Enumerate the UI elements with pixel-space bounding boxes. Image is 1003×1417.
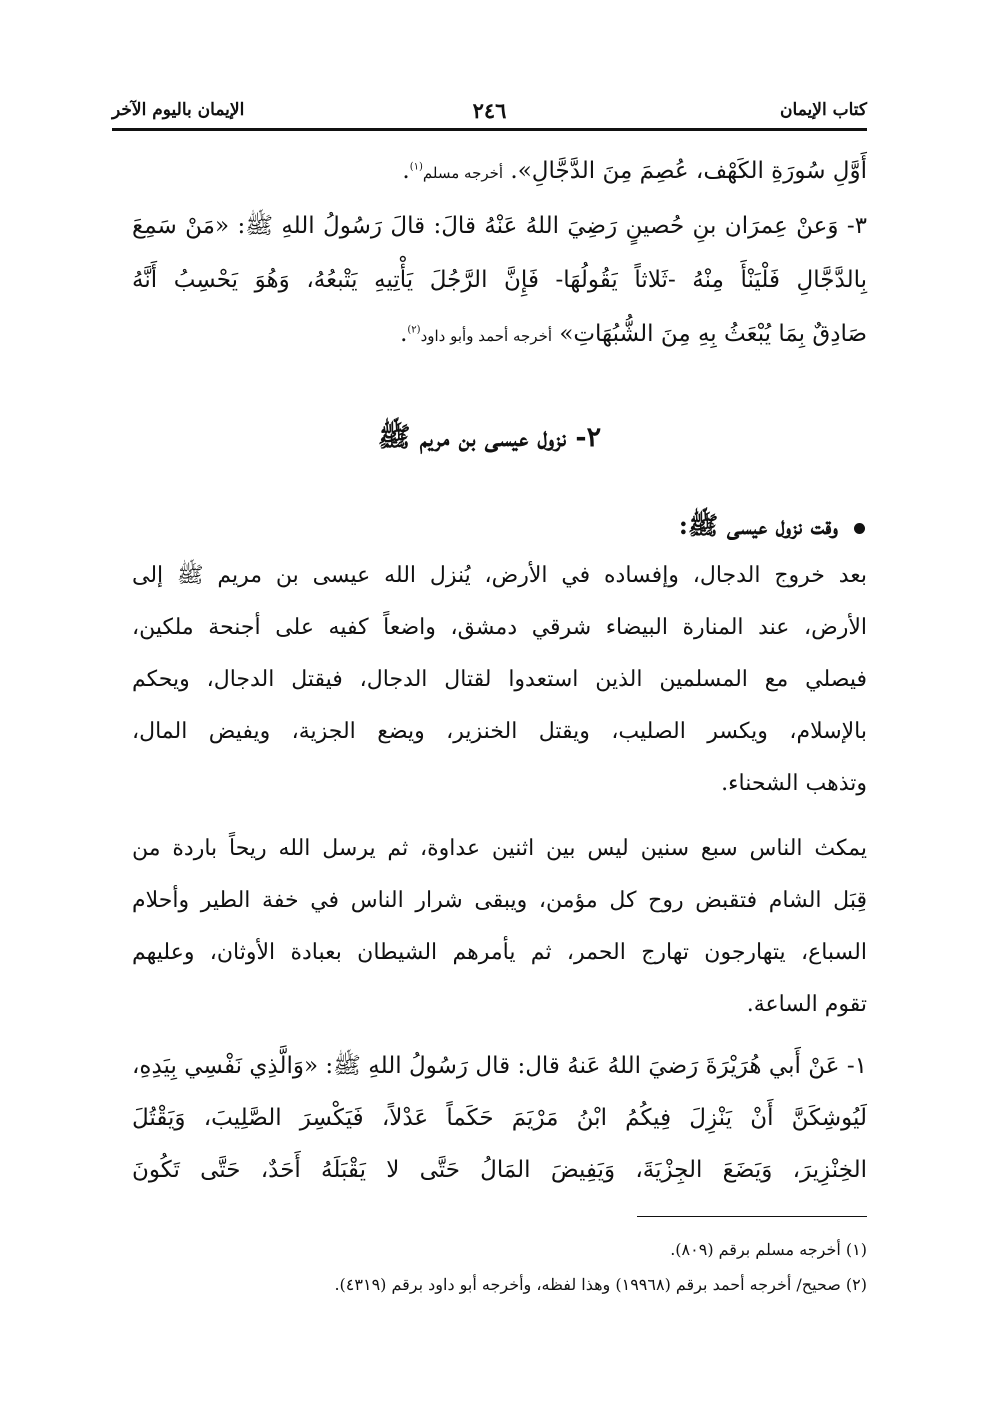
paragraph-line: بعد خروج الدجال، وإفساده في الأرض، يُنزل الله عيسى بن مريم ﷺ إلى (132, 563, 867, 588)
section-title: ٢- نزول عيسى بن مريم ﷺ (377, 422, 602, 453)
end-mark: . (400, 321, 408, 347)
book-title: كتاب الإيمان (780, 100, 867, 120)
hadith-3-text: صَادِقٌ بِمَا يُبْعَثُ بِهِ مِنَ الشُّبُهَاتِ» (559, 321, 867, 347)
hadith-1-line: لَيُوشِكَنَّ أَنْ يَنْزِلَ فِيكُمُ ابْنُ مَرْيَمَ حَكَماً عَدْلاً، فَيَكْسِرَ الصَّلِيبَ، وَيَقْتُلَ (132, 1105, 867, 1131)
chapter-title: الإيمان باليوم الآخر (112, 100, 245, 120)
paragraph-line: فيصلي مع المسلمين الذين استعدوا لقتال الدجال، فيقتل الدجال، ويحكم (132, 667, 867, 692)
bullet-icon (854, 523, 865, 534)
paragraph-line: وتذهب الشحناء. (721, 771, 867, 796)
end-mark: . (402, 158, 410, 184)
hadith-source: أخرجه مسلم (422, 164, 504, 182)
hadith-3-source: أخرجه أحمد وأبو داود (420, 327, 553, 345)
paragraph-line: بالإسلام، ويكسر الصليب، ويقتل الخنزير، ويضع الجزية، ويفيض المال، (132, 719, 867, 744)
footnote-1: (١) أخرجه مسلم برقم (٨٠٩). (670, 1240, 867, 1259)
continued-hadith-line (132, 160, 867, 183)
footnote-2: (٢) صحيح/ أخرجه أحمد برقم (١٩٩٦٨) وهذا لفظه، وأخرجه أبو داود برقم (٤٣١٩). (334, 1275, 867, 1294)
hadith-1 (132, 1055, 867, 1211)
page-header (112, 98, 867, 131)
hadith-1-line: الخِنْزِيرَ، وَيَضَعَ الجِزْيَةَ، وَيَفِيضَ المَالُ حَتَّى لا يَقْبَلَهُ أَحَدٌ، حَتَّى تَكُونَ (132, 1157, 867, 1183)
hadith-3-line-1: ٣- وَعنْ عِمرَان بنِ حُصينٍ رَضِيَ اللهُ عَنْهُ قالَ: قالَ رَسُولُ اللهِ ﷺ: «مَنْ سَمِعَ (132, 213, 867, 239)
hadith-3 (132, 215, 867, 377)
bullet-heading-text: وقت نزول عيسى ﷺ: (678, 511, 838, 540)
footnote-ref: (٢) (407, 324, 421, 336)
hadith-3-line-3 (132, 323, 867, 377)
hadith-3-line-2: بِالدَّجَّالِ فَلْيَنْأَ مِنْهُ -ثَلاثاً يَقُولُهَا- فَإِنَّ الرَّجُلَ يَأْتِيهِ يَتْبعُهُ، وَهُوَ يَحْسِبُ أَنَّهُ (132, 267, 867, 293)
page-number: ٢٤٦ (472, 98, 507, 123)
hadith-text: أَوَّلِ سُورَةِ الكَهْف، عُصِمَ مِنَ الدَّجَّالِ». (510, 158, 867, 184)
paragraph-line: يمكث الناس سبع سنين ليس بين اثنين عداوة، ثم يرسل الله ريحاً باردة من (132, 836, 867, 861)
paragraph-line: الأرض، عند المنارة البيضاء شرقي دمشق، واضعاً كفيه على أجنحة ملكين، (132, 615, 867, 640)
paragraph-2 (132, 838, 867, 1046)
paragraph-line: تقوم الساعة. (746, 992, 867, 1017)
paragraph-1 (132, 565, 867, 825)
paragraph-line: قِبَل الشام فتقبض روح كل مؤمن، ويبقى شرار الناس في خفة الطير وأحلام (132, 888, 867, 913)
footnote-divider (637, 1216, 867, 1217)
bullet-heading (130, 510, 865, 547)
paragraph-line: السباع، يتهارجون تهارج الحمر، ثم يأمرهم الشيطان بعبادة الأوثان، وعليهم (132, 940, 867, 965)
hadith-1-line: ١- عَنْ أَبي هُرَيْرَةَ رَضيَ اللهُ عَنهُ قال: قال رَسُولُ اللهِ ﷺ: «وَالَّذِي نَفْسِي بِيَدِهِ، (132, 1053, 867, 1079)
footnote-ref: (١) (409, 161, 423, 173)
